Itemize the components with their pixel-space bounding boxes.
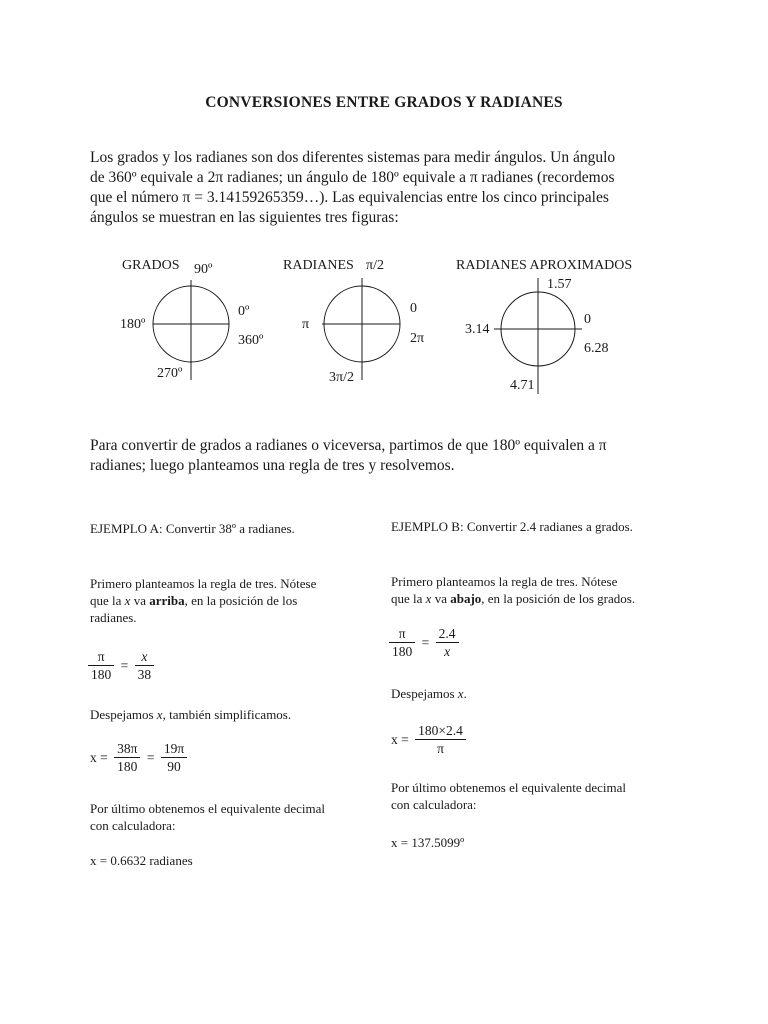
numerator bbox=[135, 648, 155, 666]
example-a-equation-1 bbox=[88, 648, 154, 683]
label-right-low: 6.28 bbox=[584, 341, 609, 356]
equation-lhs: x = bbox=[90, 749, 108, 765]
denominator bbox=[436, 643, 459, 660]
text-fragment: , en la posición de los grados. bbox=[481, 591, 636, 606]
label-bottom: 4.71 bbox=[510, 378, 535, 393]
text-fragment: va bbox=[431, 591, 451, 606]
figure-grados bbox=[120, 258, 264, 381]
example-a-result: x = 0.6632 radianes bbox=[90, 853, 193, 868]
text-fragment: , también simplificamos. bbox=[162, 707, 292, 722]
example-b-equation-1 bbox=[389, 625, 459, 660]
variable-x: x bbox=[124, 593, 131, 608]
page-title: CONVERSIONES ENTRE GRADOS Y RADIANES bbox=[205, 94, 563, 111]
label-left: 3.14 bbox=[465, 322, 490, 337]
denominator: 180 bbox=[117, 759, 138, 774]
equals-sign: = bbox=[120, 657, 129, 673]
example-b-step2 bbox=[391, 685, 467, 702]
fraction bbox=[114, 740, 140, 775]
text-line bbox=[90, 706, 291, 723]
text-fragment: va bbox=[130, 593, 150, 608]
label-right-low: 360º bbox=[238, 333, 264, 348]
example-b-result: x = 137.5099º bbox=[391, 835, 465, 850]
text-fragment: . bbox=[463, 686, 467, 701]
equation-lhs: x = bbox=[391, 731, 409, 747]
text-line: Primero planteamos la regla de tres. Nótese bbox=[391, 574, 618, 589]
example-a-step1 bbox=[90, 575, 316, 626]
label-left: 180º bbox=[120, 317, 146, 332]
numerator: 2.4 bbox=[436, 625, 459, 643]
text-fragment: , en la posición de los bbox=[184, 593, 298, 608]
numerator: 180×2.4 bbox=[415, 722, 466, 740]
figure-radianes-aproximados bbox=[456, 258, 632, 394]
denominator: 38 bbox=[137, 667, 152, 682]
example-b-step1 bbox=[391, 573, 635, 607]
text-line: radianes. bbox=[90, 610, 137, 625]
label-right: 0 bbox=[410, 301, 417, 316]
figure-title: RADIANES APROXIMADOS bbox=[456, 258, 633, 273]
example-b-equation-2 bbox=[391, 722, 466, 757]
conversion-line: Para convertir de grados a radianes o viceversa, partimos de que 180º equivalen a π bbox=[90, 437, 607, 454]
fraction bbox=[88, 648, 114, 683]
text-line: Primero planteamos la regla de tres. Nótese bbox=[90, 576, 317, 591]
label-right: 0º bbox=[238, 304, 250, 319]
intro-line: ángulos se muestran en las siguientes tres figuras: bbox=[90, 209, 399, 226]
denominator: 90 bbox=[167, 759, 181, 774]
conversion-paragraph bbox=[90, 436, 680, 476]
label-bottom: 270º bbox=[157, 366, 183, 381]
figure-radianes bbox=[283, 258, 424, 385]
label-top: π/2 bbox=[366, 258, 384, 273]
text-fragment: Despejamos bbox=[90, 707, 157, 722]
intro-line: de 360º equivale a 2π radianes; un ángulo de 180º equivale a π radianes (recordemos bbox=[90, 169, 615, 186]
figure-title: RADIANES bbox=[283, 258, 354, 273]
label-left: π bbox=[302, 317, 310, 332]
equals-sign: = bbox=[421, 634, 430, 650]
example-b-heading: EJEMPLO B: Convertir 2.4 radianes a grados. bbox=[391, 519, 633, 534]
variable-x: x bbox=[141, 649, 148, 664]
intro-line: que el número π = 3.14159265359…). Las equivalencias entre los cinco principales bbox=[90, 189, 609, 206]
numerator: 19π bbox=[161, 740, 187, 758]
text-line: Por último obtenemos el equivalente decimal bbox=[90, 801, 326, 816]
fraction bbox=[135, 648, 155, 683]
label-top: 90º bbox=[194, 262, 213, 277]
conversion-line: radianes; luego planteamos una regla de tres y resolvemos. bbox=[90, 457, 455, 474]
text-fragment: Despejamos bbox=[391, 686, 458, 701]
text-line: con calculadora: bbox=[391, 797, 477, 812]
example-a-step3 bbox=[90, 800, 325, 834]
example-b-step3 bbox=[391, 779, 626, 813]
numerator: 38π bbox=[114, 740, 140, 758]
fraction bbox=[389, 625, 415, 660]
fraction bbox=[436, 625, 459, 660]
angle-figures bbox=[0, 250, 768, 400]
figure-title: GRADOS bbox=[122, 258, 180, 273]
example-a-step2 bbox=[90, 706, 291, 723]
example-a-equation-2 bbox=[90, 740, 187, 775]
label-right: 0 bbox=[584, 312, 591, 327]
denominator: 180 bbox=[392, 644, 413, 659]
label-top: 1.57 bbox=[547, 277, 572, 292]
text-line: Por último obtenemos el equivalente decimal bbox=[391, 780, 627, 795]
equals-sign: = bbox=[146, 749, 155, 765]
numerator: π bbox=[389, 625, 415, 643]
text-line: con calculadora: bbox=[90, 818, 176, 833]
label-bottom: 3π/2 bbox=[329, 370, 354, 385]
text-line bbox=[90, 592, 316, 609]
text-fragment: que la bbox=[391, 591, 426, 606]
intro-line: Los grados y los radianes son dos diferentes sistemas para medir ángulos. Un ángulo bbox=[90, 149, 616, 166]
variable-x: x bbox=[156, 707, 163, 722]
text-fragment: que la bbox=[90, 593, 125, 608]
intro-paragraph bbox=[90, 148, 680, 228]
emphasis-word: abajo bbox=[450, 591, 482, 606]
example-a-heading: EJEMPLO A: Convertir 38º a radianes. bbox=[90, 521, 295, 536]
denominator: 180 bbox=[91, 667, 112, 682]
text-line bbox=[391, 590, 635, 607]
variable-x: x bbox=[444, 644, 451, 659]
variable-x: x bbox=[457, 686, 464, 701]
numerator: π bbox=[88, 648, 114, 666]
variable-x: x bbox=[425, 591, 432, 606]
label-right-low: 2π bbox=[410, 331, 425, 346]
fraction bbox=[161, 740, 187, 775]
fraction bbox=[415, 722, 466, 757]
denominator: π bbox=[437, 741, 444, 756]
emphasis-word: arriba bbox=[149, 593, 185, 608]
text-line bbox=[391, 685, 467, 702]
